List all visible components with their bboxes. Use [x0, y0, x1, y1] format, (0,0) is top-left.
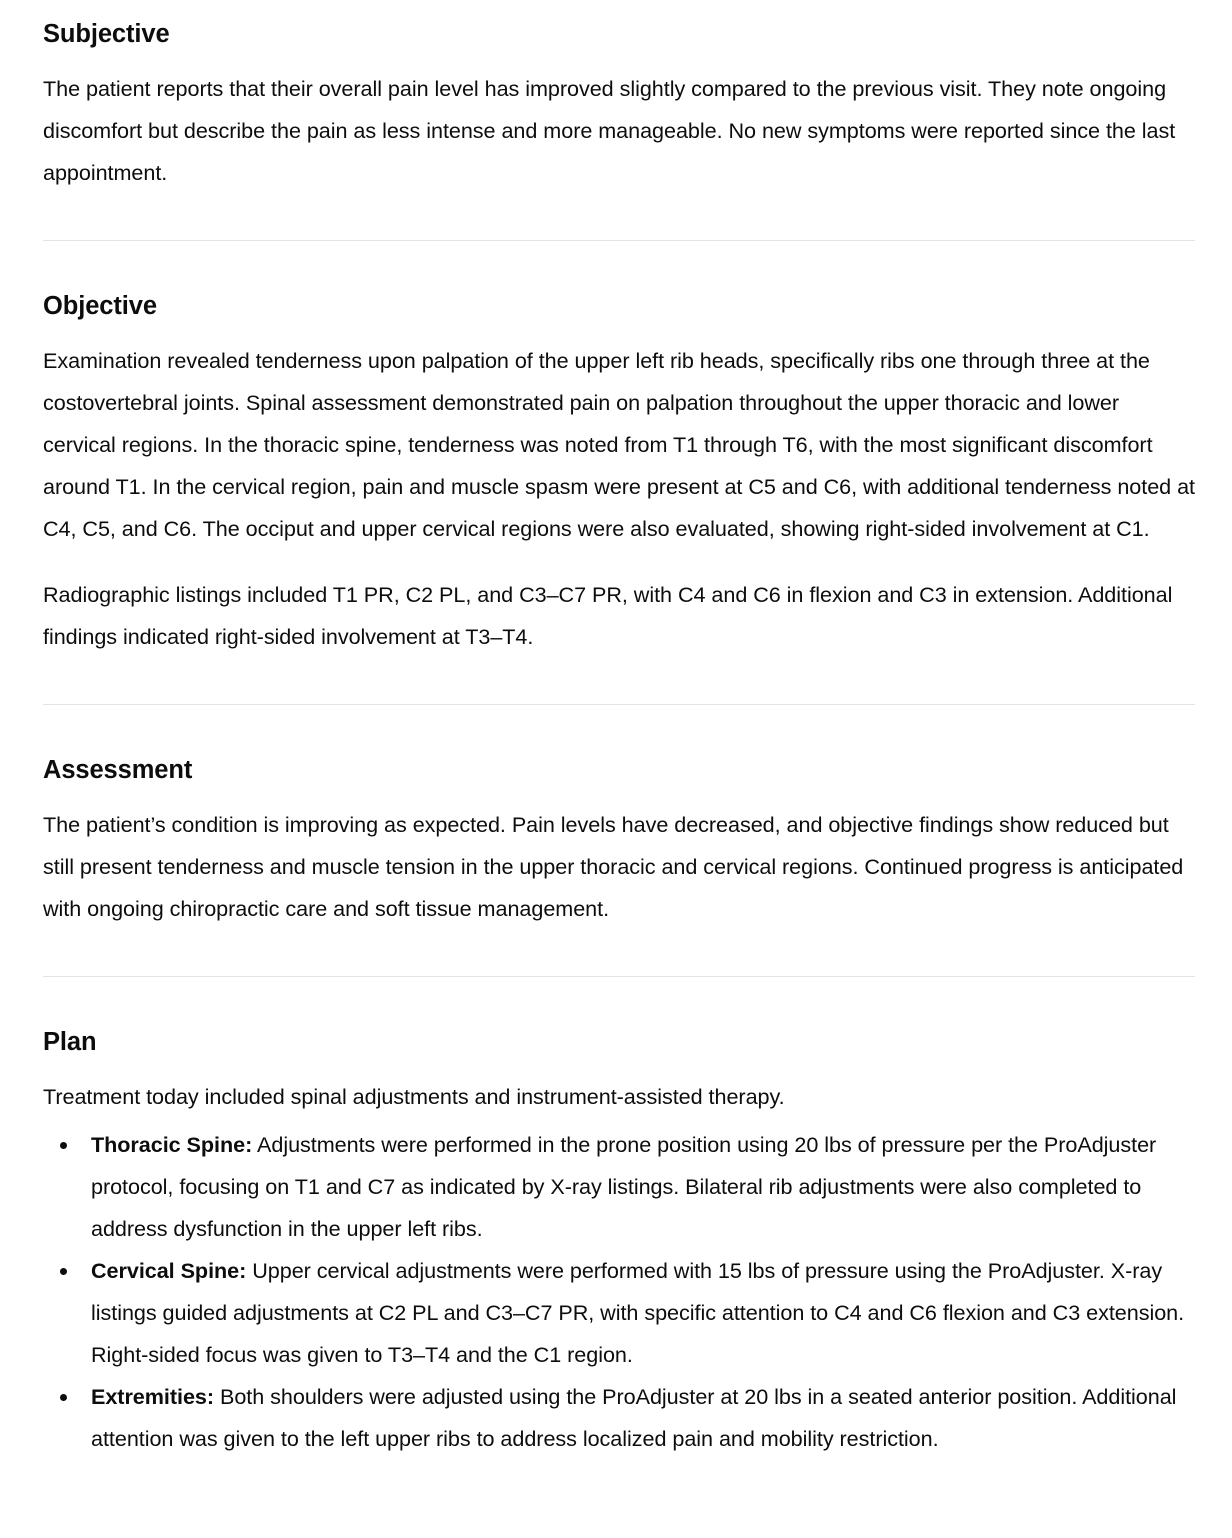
plan-item-extremities [43, 1376, 1195, 1460]
plan-intro: Treatment today included spinal adjustments and instrument-assisted therapy. [43, 1084, 785, 1109]
plan-item-label: Extremities: [91, 1384, 215, 1409]
plan-item-label: Cervical Spine: [91, 1258, 247, 1283]
subjective-paragraph: The patient reports that their overall pain level has improved slightly compared to the previous visit. They note ongoing discomfort but describe the pain as less intense and more manageable. No new symptoms were reported since the last appointment. [43, 76, 1176, 185]
section-assessment [43, 705, 1195, 930]
plan-item-cervical-spine [43, 1250, 1195, 1376]
section-heading-assessment: Assessment [43, 756, 193, 784]
section-objective [43, 241, 1195, 658]
plan-list [43, 1124, 1195, 1460]
section-heading-plan: Plan [43, 1028, 97, 1056]
objective-paragraph-exam: Examination revealed tenderness upon palpation of the upper left rib heads, specifically ribs one through three at the costovertebral joints. Spinal assessment demonstrated pain on palpation throughout the upper thoracic and lower cervical regions. In the thoracic spine, tenderness was noted from T1 through T6, with the most significant discomfort around T1. In the cervical region, pain and muscle spasm were present at C5 and C6, with additional tenderness noted at C4, C5, and C6. The occiput and upper cervical regions were also evaluated, showing right-sided involvement at C1. [43, 348, 1195, 541]
plan-item-text: Upper cervical adjustments were performed with 15 lbs of pressure using the ProAdjuster. X-ray listings guided adjustments at C2 PL and C3–C7 PR, with specific attention to C4 and C6 flexion and C3 extension. Right-sided focus was given to T3–T4 and the C1 region. [91, 1258, 1185, 1367]
section-subjective [43, 0, 1195, 194]
section-plan [43, 977, 1195, 1460]
plan-item-text: Both shoulders were adjusted using the ProAdjuster at 20 lbs in a seated anterior position. Additional attention was given to the left upper ribs to address localized pain and mobility restriction. [91, 1384, 1177, 1451]
bullet-icon [60, 1394, 67, 1401]
plan-item-thoracic-spine [43, 1124, 1195, 1250]
bullet-icon [60, 1142, 67, 1149]
bullet-icon [60, 1268, 67, 1275]
objective-paragraph-radiographic: Radiographic listings included T1 PR, C2 PL, and C3–C7 PR, with C4 and C6 in flexion and C3 in extension. Additional findings indicated right-sided involvement at T3–T4. [43, 582, 1173, 649]
assessment-paragraph: The patient’s condition is improving as expected. Pain levels have decreased, and objective findings show reduced but still present tenderness and muscle tension in the upper thoracic and cervical regions. Continued progress is anticipated with ongoing chiropractic care and soft tissue management. [43, 812, 1184, 921]
plan-item-text: Adjustments were performed in the prone position using 20 lbs of pressure per the ProAdjuster protocol, focusing on T1 and C7 as indicated by X-ray listings. Bilateral rib adjustments were also completed to address dysfunction in the upper left ribs. [91, 1132, 1157, 1241]
plan-item-label: Thoracic Spine: [91, 1132, 253, 1157]
section-heading-objective: Objective [43, 292, 157, 320]
section-heading-subjective: Subjective [43, 20, 170, 48]
